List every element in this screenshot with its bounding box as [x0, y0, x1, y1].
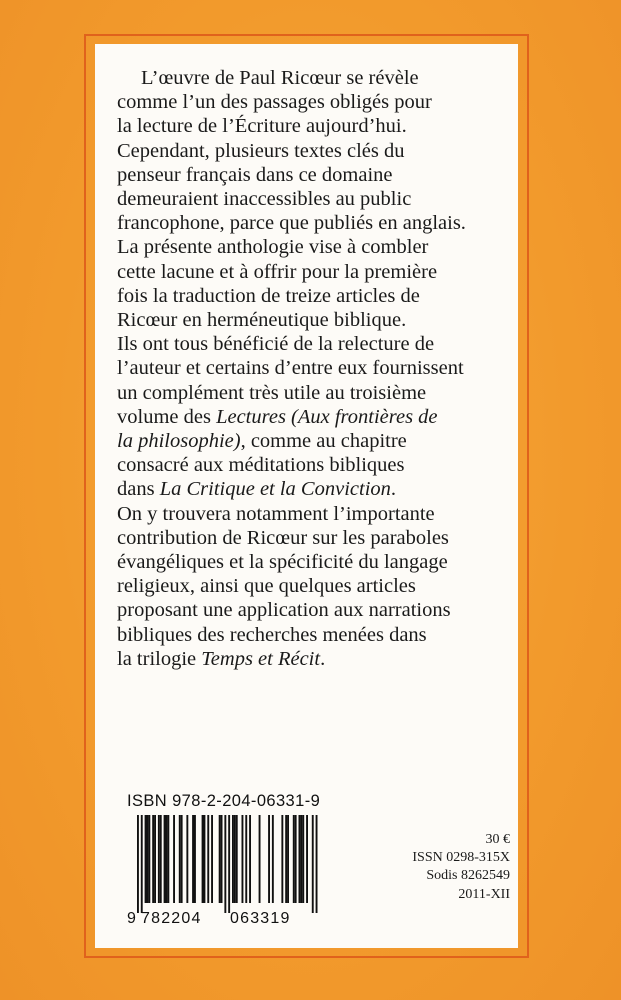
blurb-line	[117, 429, 517, 453]
blurb-line: Cependant, plusieurs textes clés du	[117, 139, 405, 162]
barcode-digits	[127, 910, 327, 930]
barcode-bars	[127, 815, 327, 913]
barcode-bar	[232, 815, 234, 903]
barcode-bar	[300, 815, 302, 903]
blurb-line: Ricœur en herméneutique biblique.	[117, 309, 407, 332]
barcode-bar	[224, 815, 226, 913]
barcode-bar	[152, 815, 154, 903]
book-title-critique: La Critique et la Conviction	[159, 478, 391, 501]
blurb-text	[117, 66, 517, 671]
blurb-line: On y trouvera notamment l’importante	[117, 502, 435, 525]
print-date: 2011-XII	[458, 886, 510, 902]
blurb-line: la lecture de l’Écriture aujourd’hui.	[117, 115, 407, 138]
barcode-digits-left: 782204	[141, 910, 202, 927]
blurb-text-run: .	[390, 478, 397, 501]
blurb-line: francophone, parce que publiés en anglais.	[117, 212, 466, 235]
barcode-bar	[192, 815, 194, 903]
barcode-bar	[249, 815, 251, 903]
blurb-line	[117, 477, 517, 501]
barcode-digits-right: 063319	[230, 910, 291, 927]
blurb-line: l’auteur et certains d’entre eux fournissent	[117, 357, 464, 380]
blurb-text-run: la trilogie	[117, 647, 202, 670]
barcode-bar	[179, 815, 181, 903]
blurb-line: comme l’un des passages obligés pour	[117, 91, 432, 114]
barcode-bar	[207, 815, 209, 903]
barcode-bar	[137, 815, 139, 913]
barcode-bar	[186, 815, 188, 903]
barcode-bar	[166, 815, 168, 903]
barcode-bar	[245, 815, 247, 903]
barcode-bar	[259, 815, 261, 903]
barcode-bar	[164, 815, 166, 903]
publication-meta	[350, 831, 510, 904]
book-title-lectures-cont: la philosophie)	[117, 430, 241, 453]
barcode-bar	[295, 815, 297, 903]
barcode-bar	[287, 815, 289, 903]
barcode-bar	[268, 815, 270, 903]
blurb-line: religieux, ainsi que quelques articles	[117, 575, 416, 598]
barcode-bar	[299, 815, 301, 903]
barcode-bar	[236, 815, 238, 903]
barcode-bar	[234, 815, 236, 903]
barcode-bar	[194, 815, 196, 903]
barcode-bar	[202, 815, 204, 903]
blurb-line: fois la traduction de treize articles de	[117, 284, 420, 307]
barcode-bar	[160, 815, 162, 903]
blurb-line: un complément très utile au troisième	[117, 381, 427, 404]
barcode-bar	[141, 815, 143, 913]
blurb-line: proposant une application aux narrations	[117, 599, 451, 622]
barcode-bar	[145, 815, 147, 903]
book-title-lectures: Lectures (Aux frontières de	[216, 405, 438, 428]
barcode-bar	[316, 815, 318, 913]
barcode-bar	[272, 815, 274, 903]
book-title-temps-et-recit: Temps et Récit	[201, 647, 321, 670]
blurb-line: contribution de Ricœur sur les paraboles	[117, 526, 449, 549]
price: 30 €	[485, 832, 510, 847]
barcode-bar	[293, 815, 295, 903]
barcode-bar	[221, 815, 223, 903]
blurb-text-run: dans	[117, 478, 160, 501]
blurb-line: cette lacune et à offrir pour la première	[117, 260, 438, 283]
blurb-line: bibliques des recherches menées dans	[117, 623, 427, 646]
barcode-bar	[281, 815, 283, 903]
barcode-bar	[148, 815, 150, 903]
barcode-bar	[204, 815, 206, 903]
ean-barcode	[127, 815, 327, 930]
blurb-line: Ils ont tous bénéficié de la relecture de	[117, 333, 435, 356]
isbn-label: ISBN 978-2-204-06331-9	[127, 792, 321, 810]
barcode-digit-lead: 9	[127, 910, 138, 927]
blurb-line	[117, 405, 517, 429]
barcode-bar	[285, 815, 287, 903]
barcode-bar	[219, 815, 221, 903]
blurb-line: demeuraient inaccessibles au public	[117, 188, 412, 211]
blurb-line: L’œuvre de Paul Ricœur se révèle	[141, 67, 419, 89]
barcode-bar	[302, 815, 304, 903]
barcode-bar	[242, 815, 244, 903]
barcode-bar	[167, 815, 169, 903]
barcode-bar	[158, 815, 160, 903]
barcode-bar	[154, 815, 156, 903]
blurb-line: consacré aux méditations bibliques	[117, 454, 405, 477]
issn: ISSN 0298-315X	[412, 850, 510, 866]
sodis-code: Sodis 8262549	[426, 868, 510, 884]
blurb-line: évangéliques et la spécificité du langage	[117, 551, 448, 574]
blurb-text-run: volume des	[117, 405, 217, 428]
blurb-text-run: .	[320, 647, 326, 670]
barcode-bar	[181, 815, 183, 903]
barcode-bar	[147, 815, 149, 903]
blurb-line: La présente anthologie vise à combler	[117, 236, 429, 259]
barcode-bar	[312, 815, 314, 913]
barcode-bar	[306, 815, 308, 903]
blurb-line: penseur français dans ce domaine	[117, 163, 393, 186]
barcode-bar	[173, 815, 175, 903]
blurb-text-run: , comme au chapitre	[240, 430, 407, 453]
barcode-bar	[211, 815, 213, 903]
barcode-bar	[228, 815, 230, 913]
blurb-line	[117, 647, 517, 671]
